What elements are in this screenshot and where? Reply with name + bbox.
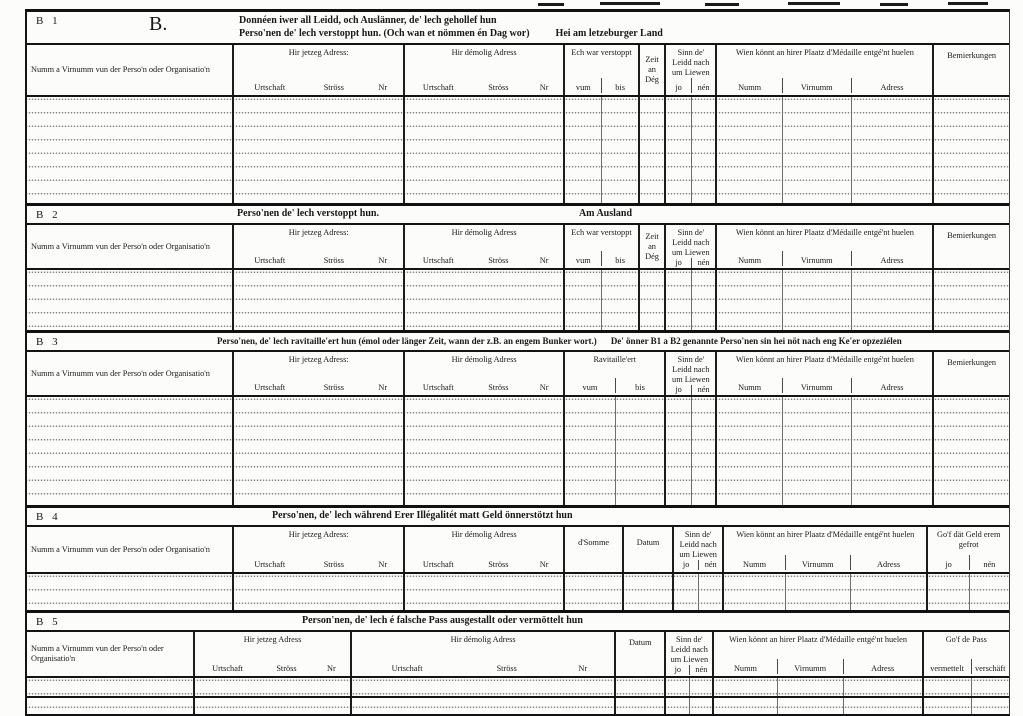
subcol-firstname: Virnumm [777, 659, 843, 674]
col-header-duration-days: Zeit an Dég [638, 225, 665, 268]
col-header-current-address: Hir jetzeg Adress: Urtschaft Ströss Nr [232, 527, 403, 572]
column-headers [27, 225, 1009, 270]
subcol-address: Adress [851, 78, 933, 93]
section-title: Person'nen, de' lech é falsche Pass ausgestallt oder vermöttelt hun [302, 615, 583, 626]
column-divider [851, 397, 852, 505]
subcol-number: Nr [578, 664, 588, 673]
subcol-number: Nr [327, 664, 336, 673]
col-header-still-alive: Sinn de' Leidd nach um Liewen jo nén [664, 352, 715, 395]
col-header-date: Datum [622, 527, 672, 572]
subcol-address: Adress [851, 378, 933, 393]
section-code: B 3 [36, 336, 61, 348]
entry-column-name [27, 574, 232, 610]
subcol-no: nén [698, 560, 722, 570]
entry-column-medal-recipient [715, 397, 932, 505]
section-b5 [27, 610, 1009, 714]
column-divider [691, 97, 692, 203]
row-divider [27, 696, 1009, 698]
subcol-number: Nr [539, 560, 549, 569]
column-divider [850, 574, 851, 610]
column-divider [851, 97, 852, 203]
subcol-yes: jo [682, 560, 690, 569]
section-title-bar [27, 12, 1009, 45]
subcol-town: Urtschaft [254, 560, 286, 569]
subcol-street: Ströss [488, 383, 509, 392]
subcol-number: Nr [378, 383, 388, 392]
entry-column-former-address [403, 574, 563, 610]
subcol-town: Urtschaft [422, 83, 454, 92]
col-header-current-address: Hir jetzeg Adress: Urtschaft Ströss Nr [232, 352, 403, 395]
col-header-pass-issued: Go'f de Pass vermettelt verschäft [922, 632, 1009, 676]
subcol-street: Ströss [496, 664, 517, 673]
subcol-town: Urtschaft [422, 560, 454, 569]
col-header-name: Numm a Virnumm vun der Perso'n oder Organisatio'n [31, 544, 210, 554]
scan-artifact [600, 2, 660, 5]
subcol-firstname: Virnumm [782, 378, 851, 393]
subcol-no: nén [691, 258, 716, 268]
col-header-still-alive: Sinn de' Leidd nach um Liewen jo nén [664, 45, 715, 95]
entry-column-duration [638, 270, 665, 330]
subcol-lastname: Numm [733, 664, 757, 673]
col-header-hidden-period: Ech war verstoppt vum bis [563, 225, 638, 268]
subcol-no: nén [969, 555, 1009, 570]
col-header-still-alive: Sinn de' Leidd nach um Liewen jo nén [664, 225, 715, 268]
col-header-still-alive: Sinn de' Leidd nach um Liewen jo nén [672, 527, 722, 572]
scan-artifact [948, 2, 988, 5]
subcol-yes: jo [675, 83, 682, 92]
subcol-number: Nr [539, 383, 549, 392]
entry-column-still-alive [664, 397, 715, 505]
subcol-town: Urtschaft [422, 383, 454, 392]
entry-column-former-address [403, 97, 563, 203]
section-code: B 1 [36, 15, 61, 27]
column-divider [691, 397, 692, 505]
subcol-number: Nr [539, 256, 549, 265]
scan-artifact [705, 3, 739, 6]
col-header-medal-recipient: Wien könnt an hirer Plaatz d'Médaille entgé'nt huelen Numm Virnumm Adress [715, 225, 932, 268]
subcol-number: Nr [378, 560, 388, 569]
col-header-name: Numm a Virnumm vun der Perso'n oder Organisatio'n [31, 65, 210, 74]
scan-artifact [538, 3, 564, 6]
section-code: B 2 [36, 209, 61, 221]
entry-column-current-address [232, 574, 403, 610]
subcol-street: Ströss [488, 256, 509, 265]
subcol-firstname: Virnumm [782, 251, 851, 266]
entry-column-remarks [932, 97, 1009, 203]
subcol-town: Urtschaft [422, 256, 454, 265]
subcol-address: Adress [850, 555, 927, 570]
col-header-date: Datum [614, 632, 664, 676]
column-divider [851, 270, 852, 330]
subcol-number: Nr [539, 83, 549, 92]
column-divider [782, 270, 783, 330]
section-code: B 4 [36, 511, 61, 523]
col-header-duration-days: Zeit an Dég [638, 45, 665, 95]
entry-column-date [622, 574, 672, 610]
col-header-sum: d'Somme [563, 527, 622, 572]
subcol-no: nén [691, 385, 716, 395]
column-headers [27, 527, 1009, 574]
entry-column-former-address [403, 270, 563, 330]
subcol-lastname: Numm [738, 383, 762, 392]
subcol-street: Ströss [323, 256, 344, 265]
section-title: Perso'nen, de' lech während Erer Illégalitét matt Geld önnerstötzt hun [272, 510, 573, 521]
entry-column-still-alive [664, 270, 715, 330]
subcol-no: nén [691, 78, 716, 93]
scan-artifact [880, 3, 908, 6]
subcol-street: Ströss [488, 83, 509, 92]
subcol-town: Urtschaft [212, 664, 243, 673]
section-title [239, 14, 663, 40]
entry-column-hidden-period [563, 270, 638, 330]
entry-column-hidden-period [563, 97, 638, 203]
subcol-town: Urtschaft [254, 83, 286, 92]
section-title: Perso'nen, de' lech ravitaille'ert hun (émol oder länger Zeit, wann der z.B. an engem Bunker wort.) De' önner B1 a B2 genannte Perso'nen sin hei nöt nach eng Ke'er opzeziélen [217, 336, 902, 346]
subcol-lastname: Numm [743, 560, 767, 569]
section-title: Perso'nen de' lech verstoppt hun. Am Ausland [237, 208, 633, 219]
entry-column-current-address [232, 97, 403, 203]
section-b1 [27, 12, 1009, 203]
col-header-current-address: Hir jetzeg Adress: Urtschaft Ströss Nr [232, 225, 403, 268]
col-header-name: Numm a Virnumm vun der Perso'n oder Organisatio'n [31, 241, 210, 251]
subcol-address: Adress [851, 251, 933, 266]
col-header-former-address: Hir démolig Adress Urtschaft Ströss Nr [403, 527, 563, 572]
subcol-to: bis [615, 378, 665, 393]
column-divider [601, 97, 602, 203]
entry-column-medal-recipient [715, 270, 932, 330]
entry-column-supplied-period [563, 397, 664, 505]
column-headers [27, 352, 1009, 397]
column-divider [782, 397, 783, 505]
entry-column-still-alive [664, 97, 715, 203]
subcol-street: Ströss [323, 383, 344, 392]
subcol-town: Urtschaft [254, 256, 286, 265]
section-title-extra: Am Ausland [578, 208, 633, 219]
subcol-number: Nr [378, 256, 388, 265]
section-title-bar [27, 613, 1009, 632]
subcol-yes: jo [675, 385, 682, 394]
section-title-extra: Hei am letzeburger Land [555, 28, 663, 39]
subcol-to: bis [601, 251, 637, 266]
entry-column-still-alive [672, 574, 722, 610]
col-header-name: Numm a Virnumm vun der Perso'n oder Organisatio'n [31, 644, 164, 663]
col-header-current-address: Hir jetzeg Adress: Urtschaft Ströss Nr [232, 45, 403, 95]
col-header-former-address: Hir démolig Adress Urtschaft Ströss Nr [350, 632, 614, 676]
col-header-medal-recipient: Wien könnt an hirer Plaatz d'Médaille entgé'nt huelen Numm Virnumm Adress [712, 632, 921, 676]
scan-artifact [788, 2, 840, 5]
section-b3 [27, 330, 1009, 505]
column-divider [615, 397, 616, 505]
entry-column-sum [563, 574, 622, 610]
col-header-remarks: Bemierkungen [932, 225, 1009, 268]
subcol-firstname: Virnumm [782, 78, 851, 93]
entry-column-name [27, 397, 232, 505]
subcol-lastname: Numm [738, 83, 762, 92]
section-b2 [27, 203, 1009, 330]
column-divider [691, 270, 692, 330]
entry-column-duration [638, 97, 665, 203]
entry-rows [27, 270, 1009, 330]
subcol-from: vum [575, 256, 591, 265]
col-header-remarks: Bemierkungen [932, 352, 1009, 395]
column-divider [785, 574, 786, 610]
subcol-yes: jo [945, 560, 952, 569]
entry-rows [27, 397, 1009, 505]
col-header-former-address: Hir démolig Adress Urtschaft Ströss Nr [403, 225, 563, 268]
subcol-arranged: vermettelt [930, 664, 964, 673]
column-headers [27, 45, 1009, 97]
entry-column-former-address [403, 397, 563, 505]
questionnaire-form [25, 9, 1010, 716]
section-title-bar [27, 206, 1009, 225]
col-header-money-returned: Go'f dät Geld erem gefrot jo nén [926, 527, 1008, 572]
col-header-medal-recipient: Wien könnt an hirer Plaatz d'Médaille entgé'nt huelen Numm Virnumm Adress [715, 352, 932, 395]
section-title-line2: Perso'nen de' lech verstoppt hun. (Och wan et nömmen én Dag wor) [239, 28, 530, 39]
entry-column-remarks [932, 397, 1009, 505]
subcol-from: vum [582, 383, 598, 392]
entry-rows [27, 574, 1009, 610]
col-header-name: Numm a Virnumm vun der Perso'n oder Organisatio'n [31, 368, 210, 378]
section-letter: B. [149, 13, 168, 35]
column-divider [698, 574, 699, 610]
subcol-lastname: Numm [738, 256, 762, 265]
subcol-firstname: Virnumm [785, 555, 850, 570]
entry-column-name [27, 97, 232, 203]
section-b4 [27, 505, 1009, 610]
col-header-former-address: Hir démolig Adress Urtschaft Ströss Nr [403, 352, 563, 395]
entry-rows [27, 678, 1009, 714]
column-divider [601, 270, 602, 330]
subcol-street: Ströss [323, 560, 344, 569]
subcol-town: Urtschaft [254, 383, 286, 392]
column-divider [782, 97, 783, 203]
entry-column-remarks [932, 270, 1009, 330]
col-header-former-address: Hir démolig Adress Urtschaft Ströss Nr [403, 45, 563, 95]
entry-column-current-address [232, 397, 403, 505]
subcol-yes: jo [674, 665, 682, 674]
col-header-remarks: Bemierkungen [932, 45, 1009, 95]
subcol-procured: verschäft [971, 659, 1009, 674]
subcol-street: Ströss [488, 560, 509, 569]
entry-column-medal-recipient [715, 97, 932, 203]
entry-rows [27, 97, 1009, 203]
subcol-address: Adress [843, 659, 922, 674]
subcol-yes: jo [675, 258, 682, 267]
subcol-to: bis [601, 78, 637, 93]
section-title-extra: De' önner B1 a B2 genannte Perso'nen sin hei nöt nach eng Ke'er opzeziélen [610, 336, 902, 346]
column-divider [969, 574, 970, 610]
column-headers [27, 632, 1009, 678]
col-header-hidden-period: Ech war verstoppt vum bis [563, 45, 638, 95]
entry-column-current-address [232, 270, 403, 330]
subcol-from: vum [575, 83, 591, 92]
subcol-street: Ströss [276, 664, 297, 673]
col-header-supplied-period: Ravitaille'ert vum bis [563, 352, 664, 395]
col-header-medal-recipient: Wien könnt an hirer Plaatz d'Médaille entgé'nt huelen Numm Virnumm Adress [715, 45, 932, 95]
subcol-no: nén [689, 665, 712, 675]
subcol-town: Urtschaft [391, 664, 423, 673]
col-header-still-alive: Sinn de' Leidd nach um Liewen jo nén [664, 632, 712, 676]
section-title-bar [27, 333, 1009, 352]
entry-column-medal-recipient [722, 574, 926, 610]
subcol-number: Nr [378, 83, 388, 92]
entry-column-name [27, 270, 232, 330]
col-header-medal-recipient: Wien könnt an hirer Plaatz d'Médaille entgé'nt huelen Numm Virnumm Adress [722, 527, 926, 572]
subcol-street: Ströss [323, 83, 344, 92]
section-code: B 5 [36, 616, 61, 628]
col-header-current-address: Hir jetzeg Adress Urtschaft Ströss Nr [193, 632, 350, 676]
section-title-line1: Donnéen iwer all Leidd, och Auslänner, de' lech gehollef hun [239, 15, 497, 26]
entry-column-money-returned [926, 574, 1008, 610]
section-title-bar [27, 508, 1009, 527]
